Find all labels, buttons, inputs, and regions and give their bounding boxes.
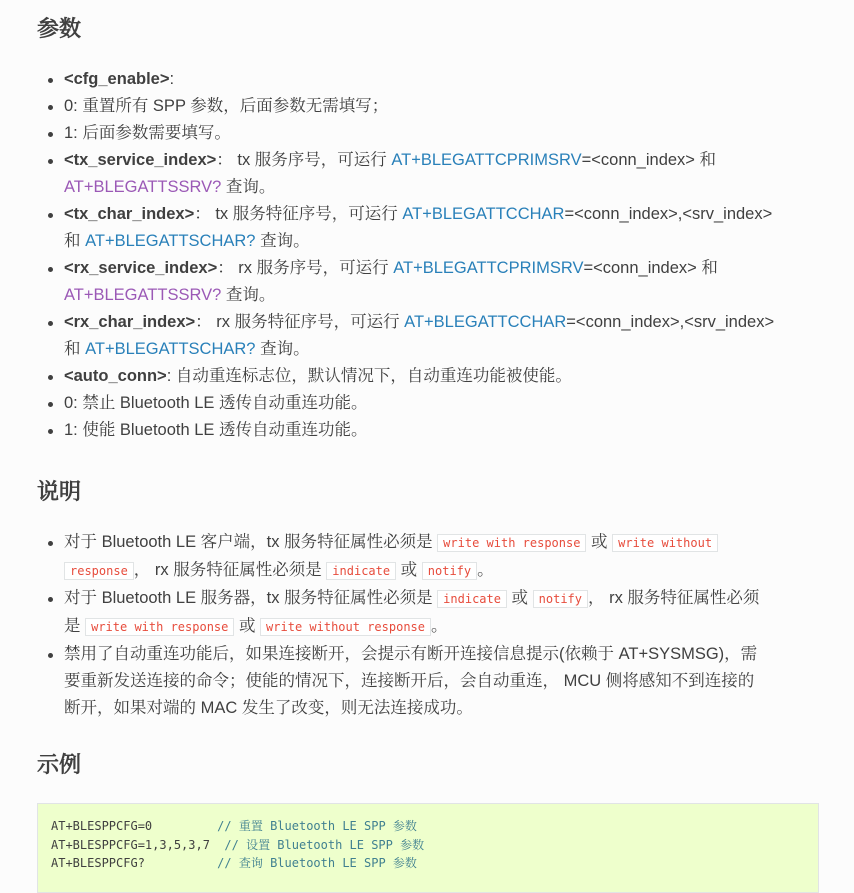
param-name: <rx_service_index> [64,259,218,277]
list-item: 对于 Bluetooth LE 服务器，tx 服务特征属性必须是 indicate 或 notify ， rx 服务特征属性必须 是 write with response 或 write without response 。 [47,585,822,641]
doc-link[interactable]: AT+BLEGATTSSRV? [64,178,222,196]
inline-code: write without response [260,618,431,636]
code-block[interactable] [37,803,819,893]
list-item: 0: 禁止 Bluetooth LE 透传自动重连功能。 [47,390,822,417]
code-line: AT+BLESPPCFG? // 查询 Bluetooth LE SPP 参数 [51,856,417,870]
param-name: <tx_char_index> [64,205,195,223]
list-item: 1: 后面参数需要填写。 [47,120,822,147]
doc-link[interactable]: AT+BLEGATTCCHAR [402,205,565,223]
doc-link[interactable]: AT+BLEGATTSCHAR? [85,340,256,358]
params-heading: 参数 [37,17,82,42]
param-name: <cfg_enable> [64,70,170,88]
list-item: <auto_conn>: 自动重连标志位，默认情况下，自动重连功能被使能。 [47,363,822,390]
param-name: <auto_conn> [64,367,167,385]
params-list [47,66,822,444]
inline-code: write with response [437,534,586,552]
code-comment: // 查询 Bluetooth LE SPP 参数 [217,856,417,870]
inline-code: indicate [437,590,507,608]
notes-heading: 说明 [37,480,82,505]
doc-link[interactable]: AT+BLEGATTSCHAR? [85,232,256,250]
doc-link[interactable]: AT+BLEGATTCPRIMSRV [391,151,582,169]
code-content [38,804,818,886]
list-item: 禁用了自动重连功能后，如果连接断开，会提示有断开连接信息提示(依赖于 AT+SYSMSG)，需 要重新发送连接的命令；使能的情况下，连接断开后，会自动重连， MCU 侧将感知不到连接的 断开，如果对端的 MAC 发生了改变，则无法连接成功。 [47,641,822,722]
param-name: <rx_char_index> [64,313,196,331]
list-item: <rx_service_index>： rx 服务序号，可运行 AT+BLEGATTCPRIMSRV=<conn_index> 和 AT+BLEGATTSSRV? 查询。 [47,255,822,309]
inline-code: indicate [326,562,396,580]
doc-link[interactable]: AT+BLEGATTSSRV? [64,286,222,304]
param-name: <tx_service_index> [64,151,217,169]
example-heading: 示例 [37,753,82,778]
notes-list [47,529,822,722]
list-item: 对于 Bluetooth LE 客户端，tx 服务特征属性必须是 write with response 或 write without response ， rx 服务特征属性必须是 indicate 或 notify 。 [47,529,822,585]
inline-code: write with response [85,618,234,636]
list-item: 1: 使能 Bluetooth LE 透传自动重连功能。 [47,417,822,444]
inline-code: response [64,562,134,580]
list-item: <cfg_enable>: [47,66,822,93]
code-comment: // 重置 Bluetooth LE SPP 参数 [217,819,417,833]
doc-link[interactable]: AT+BLEGATTCCHAR [404,313,567,331]
inline-code: notify [533,590,588,608]
list-item: <tx_char_index>： tx 服务特征序号，可运行 AT+BLEGATTCCHAR=<conn_index>,<srv_index> 和 AT+BLEGATTSCHAR? 查询。 [47,201,822,255]
code-line: AT+BLESPPCFG=0 // 重置 Bluetooth LE SPP 参数 [51,819,417,833]
list-item: <tx_service_index>： tx 服务序号，可运行 AT+BLEGATTCPRIMSRV=<conn_index> 和 AT+BLEGATTSSRV? 查询。 [47,147,822,201]
code-comment: // 设置 Bluetooth LE SPP 参数 [224,837,425,852]
list-item: 0: 重置所有 SPP 参数，后面参数无需填写； [47,93,822,120]
list-item: <rx_char_index>： rx 服务特征序号，可运行 AT+BLEGATTCCHAR=<conn_index>,<srv_index> 和 AT+BLEGATTSCHAR? 查询。 [47,309,822,363]
code-line: AT+BLESPPCFG=1,3,5,3,7 // 设置 Bluetooth LE SPP 参数 [51,837,425,852]
doc-link[interactable]: AT+BLEGATTCPRIMSRV [393,259,584,277]
inline-code: notify [422,562,477,580]
inline-code: write without [612,534,718,552]
